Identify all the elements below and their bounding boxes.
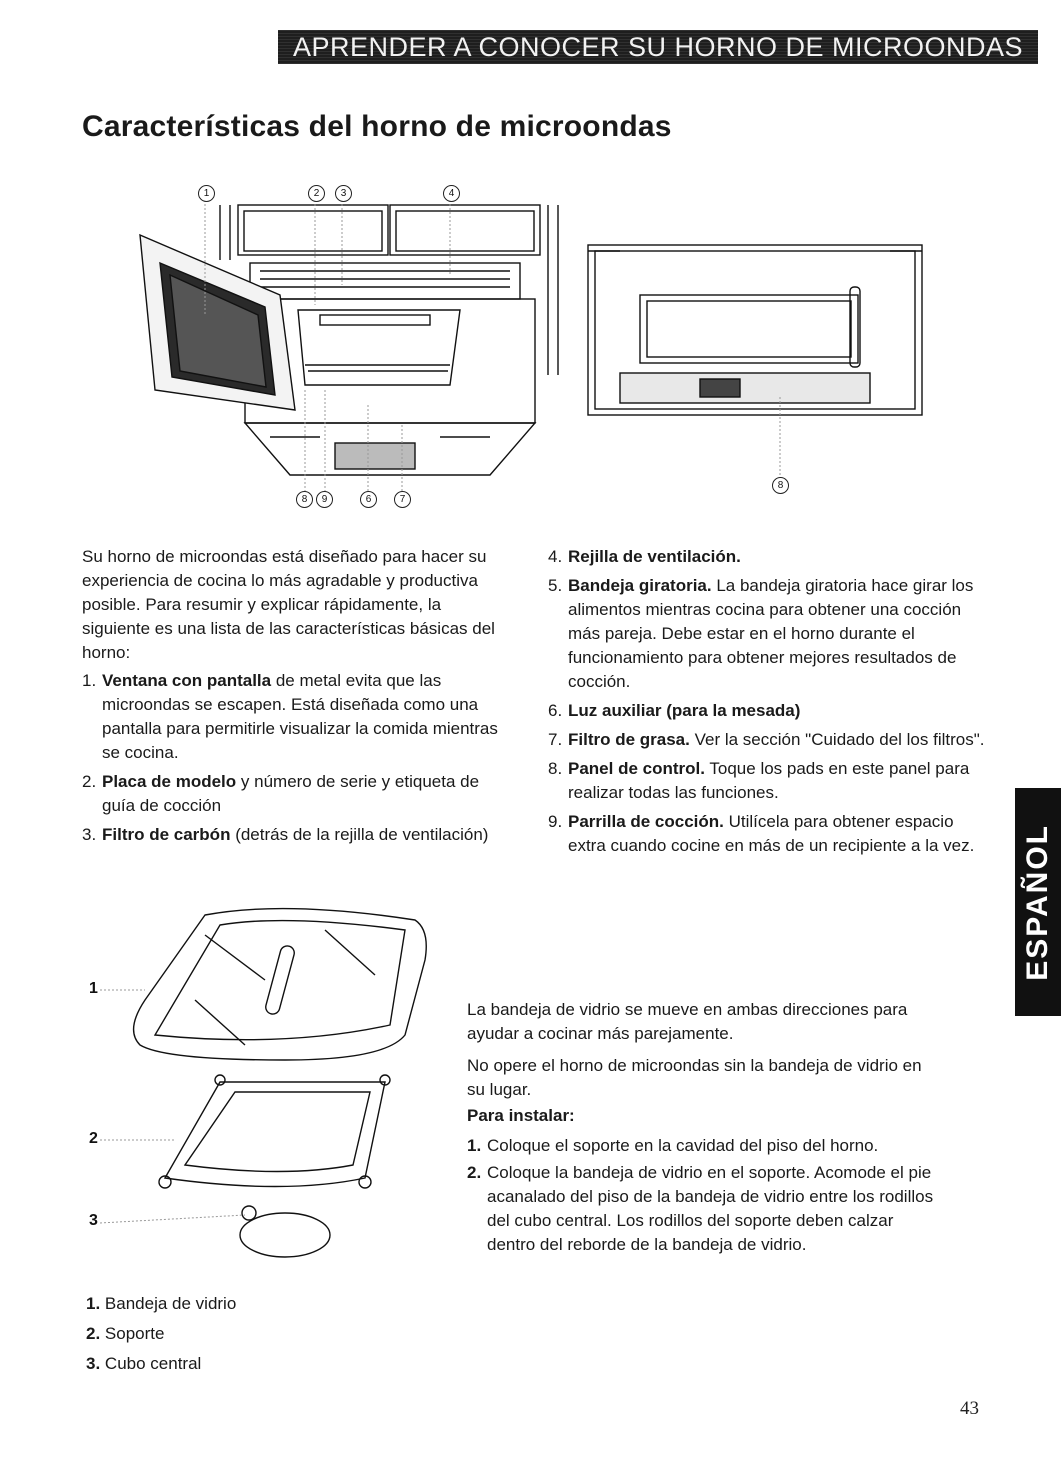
feature-item: 4. Rejilla de ventilación. xyxy=(548,547,741,566)
intro-column xyxy=(82,545,512,852)
control-panel xyxy=(620,373,870,403)
parts-list xyxy=(86,1292,236,1382)
oven-drawing xyxy=(120,175,950,510)
page-title: Características del horno de microondas xyxy=(82,110,672,143)
tray-note: No opere el horno de microondas sin la bandeja de vidrio en su lugar. xyxy=(467,1056,922,1099)
callout-4: 4 xyxy=(443,185,460,202)
callout-1: 1 xyxy=(198,185,215,202)
tray-notes xyxy=(467,998,927,1106)
section-banner xyxy=(278,30,1038,64)
feature-item: 6. Luz auxiliar (para la mesada) xyxy=(548,701,801,720)
feature-list-right xyxy=(548,545,988,858)
tray-drawing xyxy=(85,900,445,1270)
callout-9: 9 xyxy=(316,491,333,508)
cabinet-left xyxy=(238,205,388,255)
feature-item: 8. Panel de control. Toque los pads en este panel para realizar todas las funciones. xyxy=(548,759,970,802)
callout-8-bottom: 8 xyxy=(296,491,313,508)
page-number: 43 xyxy=(960,1398,979,1419)
feature-item: 2. Placa de modelo y número de serie y etiqueta de guía de cocción xyxy=(82,772,480,815)
feature-item: 9. Parrilla de cocción. Utilícela para obtener espacio extra cuando cocine en más de un recipiente a la vez. xyxy=(548,812,975,855)
install-heading: Para instalar: xyxy=(467,1106,575,1125)
center-hub xyxy=(240,1213,330,1257)
parts-list-item: 1. Bandeja de vidrio xyxy=(86,1294,237,1313)
part-label-3: 3 xyxy=(89,1212,98,1229)
oven-illustration xyxy=(120,175,950,510)
oven-cavity xyxy=(298,310,460,385)
callout-7: 7 xyxy=(394,491,411,508)
parts-list-item: 3. Cubo central xyxy=(86,1354,202,1373)
callout-2: 2 xyxy=(308,185,325,202)
oven-front-window xyxy=(640,295,858,363)
tray-note: La bandeja de vidrio se mueve en ambas direcciones para ayudar a cocinar más parejamente. xyxy=(467,1000,908,1043)
grease-filter-grid xyxy=(335,443,415,469)
feature-item: 5. Bandeja giratoria. La bandeja giratoria hace girar los alimentos mientras cocina para obtener una cocción más pareja. Debe estar en el horno durante el funcionamiento para obtener mejores resultados de cocción. xyxy=(548,576,974,691)
language-tab xyxy=(1015,788,1061,1016)
feature-item: 3. Filtro de carbón (detrás de la rejilla de ventilación) xyxy=(82,825,489,844)
install-section xyxy=(467,1104,937,1260)
intro-paragraph: Su horno de microondas está diseñado para hacer su experiencia de cocina lo más agradable y productiva posible. Para resumir y explicar rápidamente, la siguiente es una lista de las características básicas del horno: xyxy=(82,547,495,662)
feature-item: 1. Ventana con pantalla de metal evita que las microondas se escapen. Está diseñada como una pantalla para permitirle visualizar la comida mientras se cocina. xyxy=(82,671,498,762)
part-label-1: 1 xyxy=(89,980,98,997)
language-tab-label: ESPAÑOL xyxy=(1021,823,1054,981)
vent-grille xyxy=(250,263,520,299)
feature-list-left xyxy=(82,669,512,847)
banner-text: APRENDER A CONOCER SU HORNO DE MICROONDAS xyxy=(292,31,1024,62)
cabinet-right xyxy=(390,205,540,255)
tray-illustration xyxy=(85,900,445,1270)
install-steps xyxy=(467,1134,937,1257)
install-step: 1. Coloque el soporte en la cavidad del piso del horno. xyxy=(467,1136,879,1155)
feature-item: 7. Filtro de grasa. Ver la sección "Cuidado del los filtros". xyxy=(548,730,985,749)
callout-8-right: 8 xyxy=(772,477,789,494)
callout-3: 3 xyxy=(335,185,352,202)
feature-column-right xyxy=(548,545,988,863)
install-step: 2. Coloque la bandeja de vidrio en el soporte. Acomode el pie acanalado del piso de la bandeja de vidrio entre los rodillos del cubo central. Los rodillos del soporte deben calzar dentro del reborde de la bandeja de vidrio. xyxy=(467,1163,934,1254)
parts-list-item: 2. Soporte xyxy=(86,1324,165,1343)
part-label-2: 2 xyxy=(89,1130,98,1147)
callout-6: 6 xyxy=(360,491,377,508)
